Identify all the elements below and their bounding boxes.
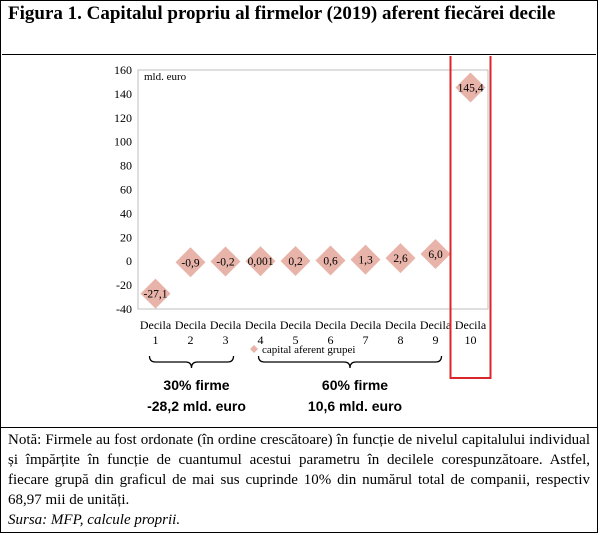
data-label: -27,1	[143, 288, 168, 301]
data-label: -0,9	[181, 257, 200, 270]
y-tick-label: -40	[116, 302, 132, 316]
data-label: -0,2	[216, 256, 235, 269]
note-text: Notă: Firmele au fost ordonate (în ordine crescătoare) în funcție de nivelul capitalului individual și împărțite în funcție de cuantumul acestui parametru în decilele corespunzătoare. Astfel, fiecare grupă din graficul de mai sus cuprinde 10% din numărul total de companii, respectiv 68,97 mii de unități.	[8, 432, 590, 508]
x-tick-label-number: 6	[327, 333, 334, 347]
group-brace-1	[150, 356, 234, 368]
x-tick-label-number: 3	[222, 333, 229, 347]
x-tick-label-number: 10	[464, 333, 477, 347]
data-label: 145,4	[457, 82, 484, 95]
data-label: 1,3	[358, 254, 373, 267]
group-label-line2: 10,6 mld. euro	[307, 398, 403, 414]
x-tick-label-number: 9	[432, 333, 439, 347]
y-tick-label: 120	[114, 110, 132, 125]
chart-container	[0, 56, 598, 426]
y-tick-label: 60	[120, 182, 132, 197]
data-label: 6,0	[428, 249, 443, 262]
x-tick-label: Decila	[314, 318, 347, 332]
y-tick-label: 160	[114, 63, 132, 77]
x-tick-label-number: 8	[397, 333, 404, 347]
x-tick-label-number: 2	[187, 333, 194, 347]
data-label: 2,6	[393, 253, 408, 266]
source-text: Sursa: MFP, calcule proprii.	[8, 512, 181, 528]
x-tick-label: Decila	[139, 318, 172, 332]
x-tick-label: Decila	[174, 318, 207, 332]
x-tick-label-number: 1	[152, 333, 159, 347]
x-tick-label-number: 4	[257, 333, 264, 347]
data-label: 0,6	[323, 255, 338, 268]
y-tick-label: 20	[120, 230, 132, 245]
y-tick-label: 0	[126, 254, 132, 269]
group-brace-2	[259, 356, 442, 368]
x-tick-label: Decila	[454, 318, 487, 332]
data-label: 0,2	[288, 255, 303, 268]
group-label-line2: -28,2 mld. euro	[147, 398, 246, 414]
y-tick-label: 100	[114, 134, 132, 149]
y-unit-label: mld. euro	[144, 71, 187, 83]
x-tick-label: Decila	[419, 318, 452, 332]
figure-note	[0, 427, 598, 533]
chart-svg	[0, 56, 598, 426]
y-tick-label: -20	[116, 278, 132, 293]
x-tick-label: Decila	[349, 318, 382, 332]
x-tick-label-number: 7	[362, 333, 369, 347]
y-tick-label: 80	[120, 158, 132, 173]
data-label: 0,001	[247, 256, 274, 269]
x-tick-label: Decila	[384, 318, 417, 332]
group-label-line1: 60% firme	[321, 377, 389, 393]
group-label-line1: 30% firme	[163, 377, 230, 393]
x-tick-label: Decila	[209, 318, 242, 332]
x-tick-label: Decila	[244, 318, 277, 332]
x-tick-label-number: 5	[292, 333, 299, 347]
y-tick-label: 40	[120, 206, 132, 221]
y-tick-label: 140	[114, 86, 132, 101]
legend-label: capital aferent grupei	[262, 344, 356, 356]
x-tick-label: Decila	[279, 318, 312, 332]
figure-title: Figura 1. Capitalul propriu al firmelor (2019) aferent fiecărei decile	[2, 0, 596, 55]
